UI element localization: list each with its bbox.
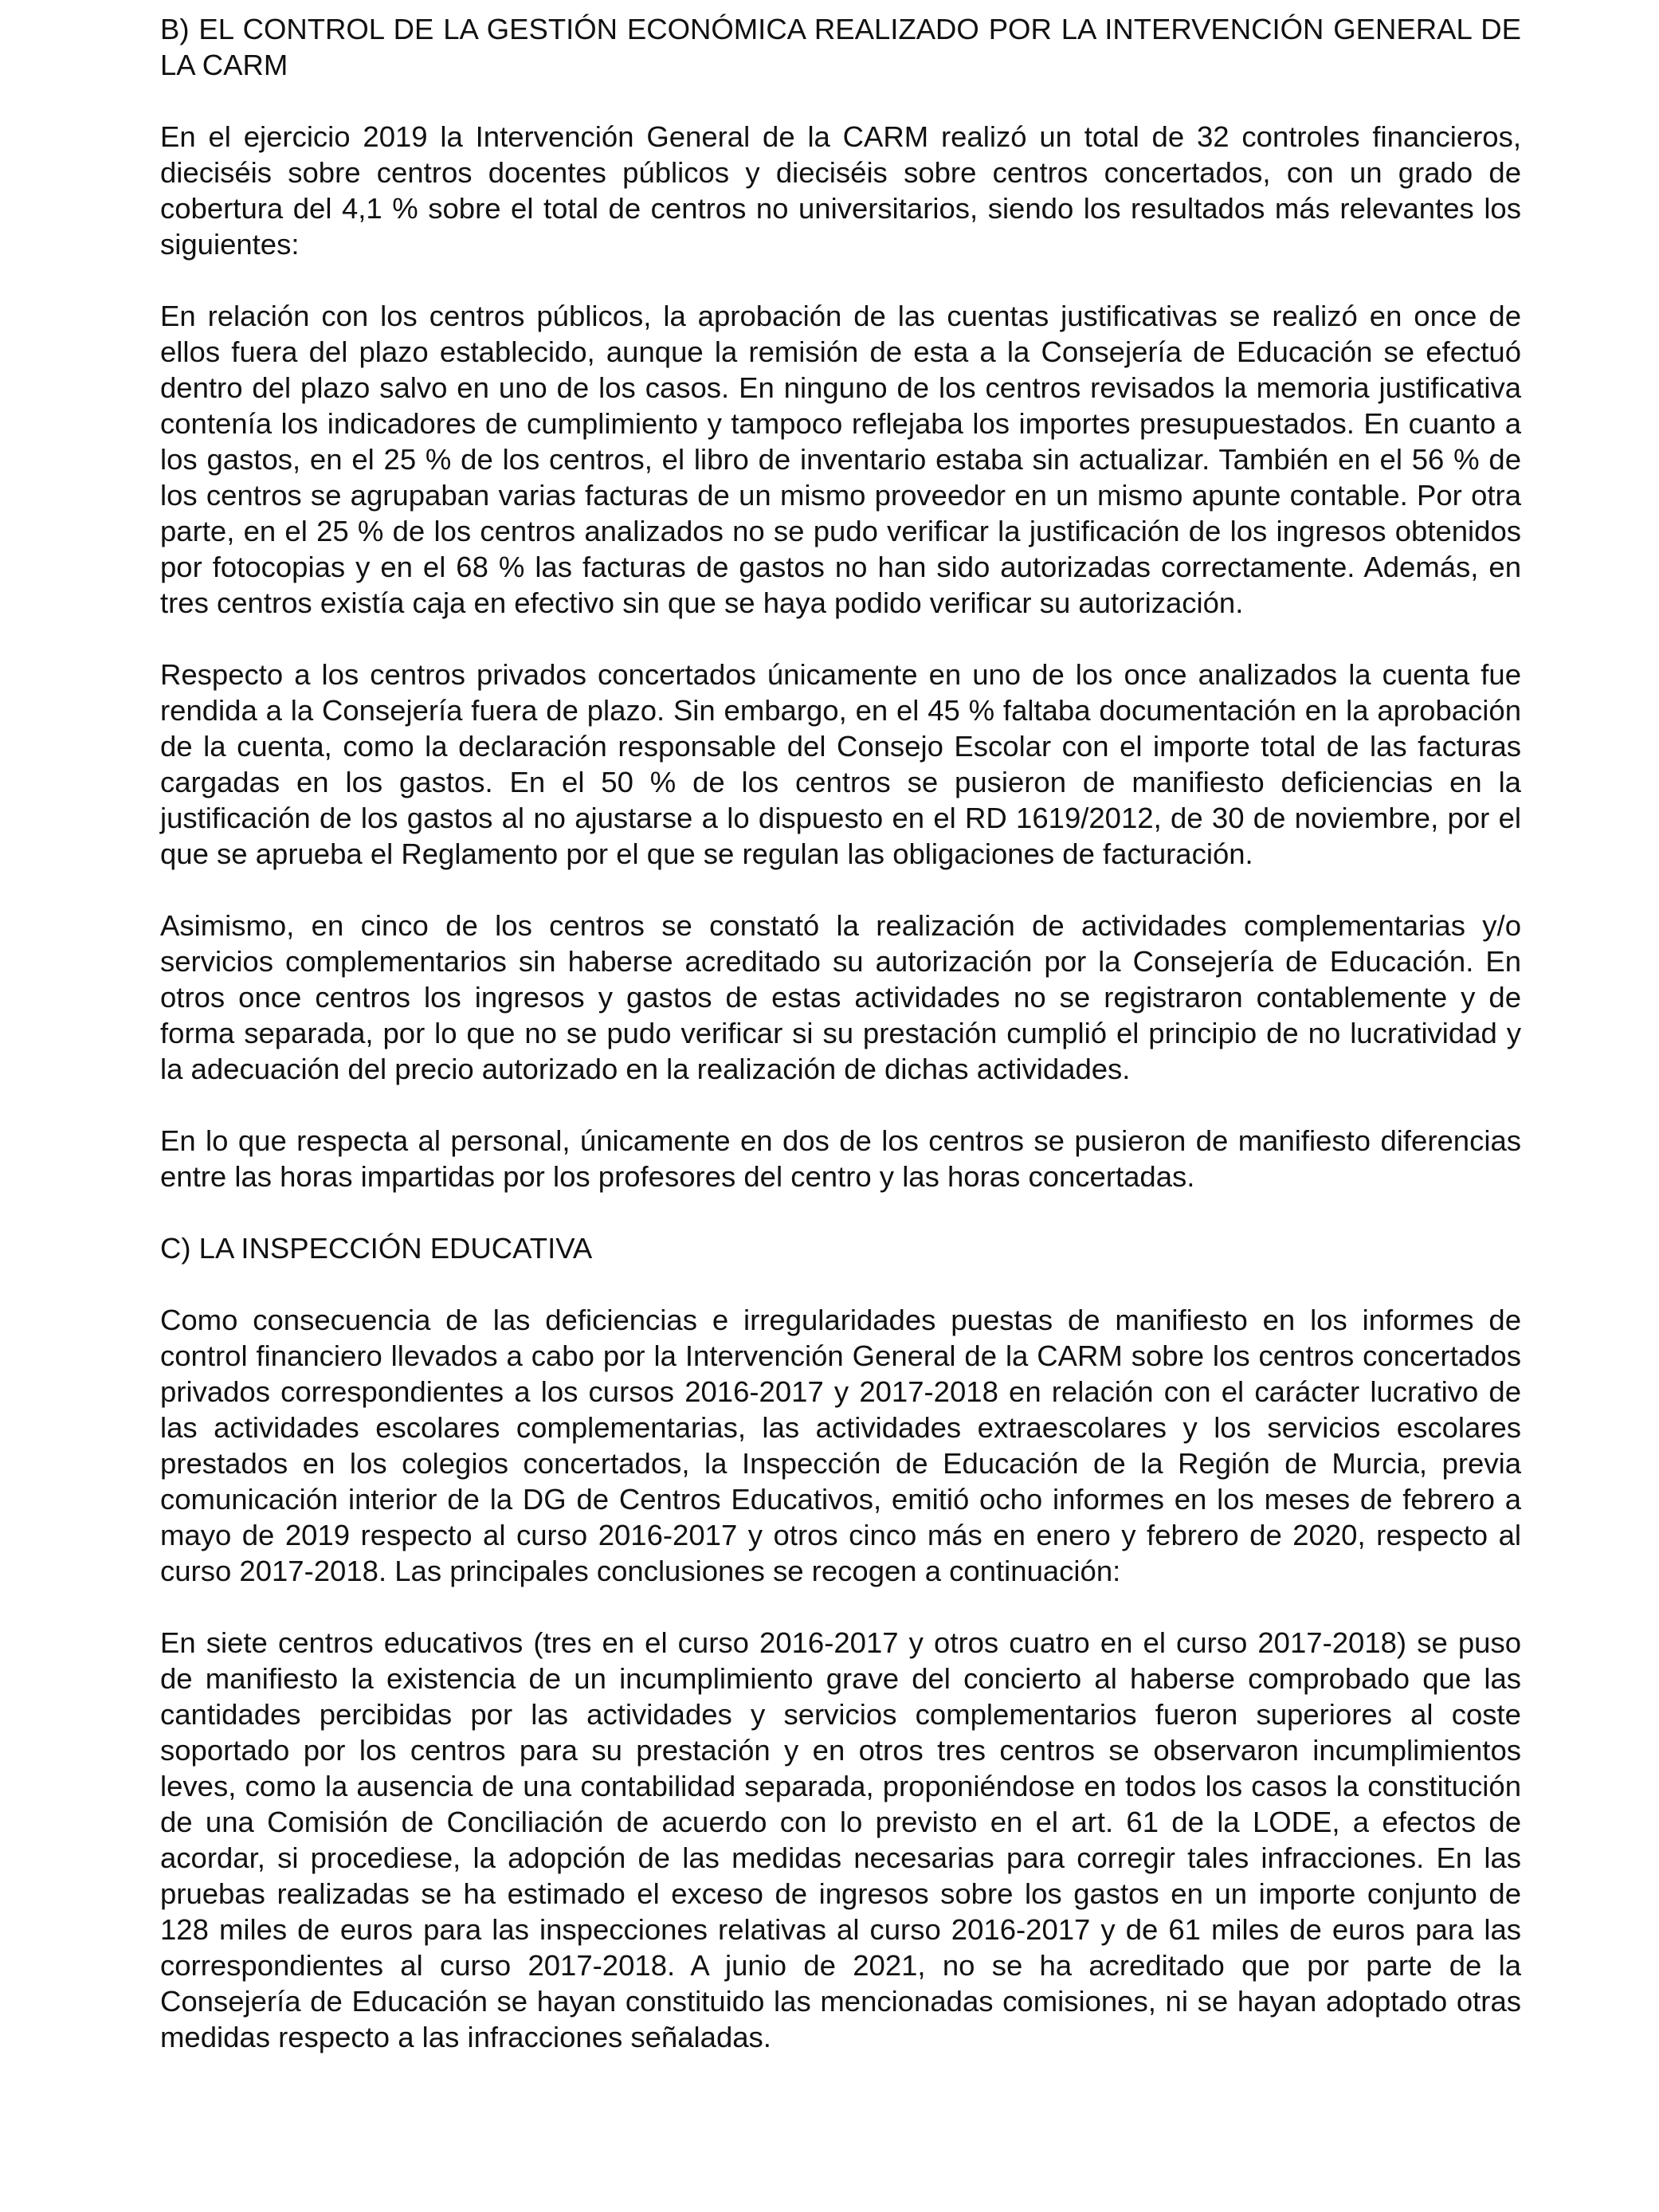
section-b-heading: B) EL CONTROL DE LA GESTIÓN ECONÓMICA REALIZADO POR LA INTERVENCIÓN GENERAL DE LA CARM: [160, 13, 1521, 81]
section-c-heading: C) LA INSPECCIÓN EDUCATIVA: [160, 1232, 593, 1265]
section-b-paragraph-5: En lo que respecta al personal, únicamente en dos de los centros se pusieron de manifiesto diferencias entre las horas impartidas por los profesores del centro y las horas concertadas.: [160, 1124, 1521, 1193]
section-b-paragraph-3: Respecto a los centros privados concertados únicamente en uno de los once analizados la cuenta fue rendida a la Consejería fuera de plazo. Sin embargo, en el 45 % faltaba documentación en la aprobación de la cuenta, como la declaración responsable del Consejo Escolar con el importe total de las facturas cargadas en los gastos. En el 50 % de los centros se pusieron de manifiesto deficiencias en la justificación de los gastos al no ajustarse a lo dispuesto en el RD 1619/2012, de 30 de noviembre, por el que se aprueba el Reglamento por el que se regulan las obligaciones de facturación.: [160, 658, 1521, 870]
section-b-paragraph-4: Asimismo, en cinco de los centros se constató la realización de actividades complementarias y/o servicios complementarios sin haberse acreditado su autorización por la Consejería de Educación. En otros once centros los ingresos y gastos de estas actividades no se registraron contablemente y de forma separada, por lo que no se pudo verificar si su prestación cumplió el principio de no lucratividad y la adecuación del precio autorizado en la realización de dichas actividades.: [160, 909, 1521, 1085]
section-b-paragraph-1: En el ejercicio 2019 la Intervención General de la CARM realizó un total de 32 controles financieros, dieciséis sobre centros docentes públicos y dieciséis sobre centros concertados, con un grado de cobertura del 4,1 % sobre el total de centros no universitarios, siendo los resultados más relevantes los siguientes:: [160, 120, 1521, 261]
section-b-paragraph-2: En relación con los centros públicos, la aprobación de las cuentas justificativas se realizó en once de ellos fuera del plazo establecido, aunque la remisión de esta a la Consejería de Educación se efectuó dentro del plazo salvo en uno de los casos. En ninguno de los centros revisados la memoria justificativa contenía los indicadores de cumplimiento y tampoco reflejaba los importes presupuestados. En cuanto a los gastos, en el 25 % de los centros, el libro de inventario estaba sin actualizar. También en el 56 % de los centros se agrupaban varias facturas de un mismo proveedor en un mismo apunte contable. Por otra parte, en el 25 % de los centros analizados no se pudo verificar la justificación de los ingresos obtenidos por fotocopias y en el 68 % las facturas de gastos no han sido autorizadas correctamente. Además, en tres centros existía caja en efectivo sin que se haya podido verificar su autorización.: [160, 300, 1521, 619]
section-c-paragraph-1: Como consecuencia de las deficiencias e irregularidades puestas de manifiesto en los informes de control financiero llevados a cabo por la Intervención General de la CARM sobre los centros concertados privados correspondientes a los cursos 2016-2017 y 2017-2018 en relación con el carácter lucrativo de las actividades escolares complementarias, las actividades extraescolares y los servicios escolares prestados en los colegios concertados, la Inspección de Educación de la Región de Murcia, previa comunicación interior de la DG de Centros Educativos, emitió ocho informes en los meses de febrero a mayo de 2019 respecto al curso 2016-2017 y otros cinco más en enero y febrero de 2020, respecto al curso 2017-2018. Las principales conclusiones se recogen a continuación:: [160, 1304, 1521, 1587]
section-c-paragraph-2: En siete centros educativos (tres en el curso 2016-2017 y otros cuatro en el curso 2017-2018) se puso de manifiesto la existencia de un incumplimiento grave del concierto al haberse comprobado que las cantidades percibidas por las actividades y servicios complementarios fueron superiores al coste soportado por los centros para su prestación y en otros tres centros se observaron incumplimientos leves, como la ausencia de una contabilidad separada, proponiéndose en todos los casos la constitución de una Comisión de Conciliación de acuerdo con lo previsto en el art. 61 de la LODE, a efectos de acordar, si procediese, la adopción de las medidas necesarias para corregir tales infracciones. En las pruebas realizadas se ha estimado el exceso de ingresos sobre los gastos en un importe conjunto de 128 miles de euros para las inspecciones relativas al curso 2016-2017 y de 61 miles de euros para las correspondientes al curso 2017-2018. A junio de 2021, no se ha acreditado que por parte de la Consejería de Educación se hayan constituido las mencionadas comisiones, ni se hayan adoptado otras medidas respecto a las infracciones señaladas.: [160, 1626, 1521, 2053]
document-page: [160, 11, 1521, 2055]
